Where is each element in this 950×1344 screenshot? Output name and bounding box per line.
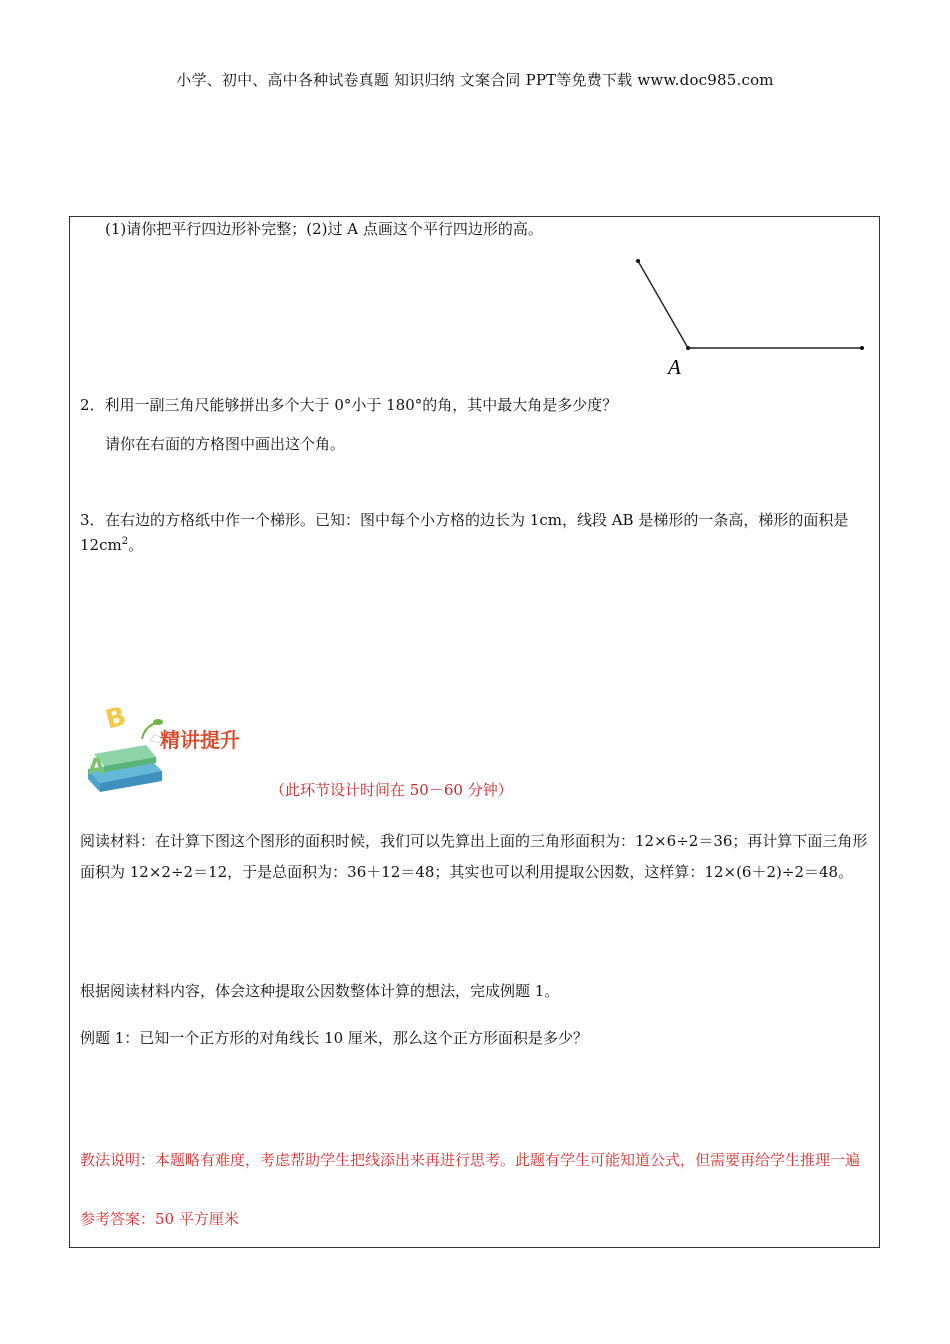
- reference-answer: 参考答案：50 平方厘米: [80, 1210, 239, 1228]
- question-2: [80, 394, 617, 416]
- teaching-note: 教法说明：本题略有难度，考虑帮助学生把线添出来再进行思考。此题有学生可能知道公式，但需要再给学生推理一遍: [80, 1151, 861, 1169]
- angle-figure: [630, 253, 930, 383]
- point-a-label: A: [668, 355, 681, 379]
- question-3: [80, 509, 875, 556]
- endpoint-dot: [860, 346, 864, 350]
- question-2-text: 利用一副三角尺能够拼出多个大于 0°小于 180°的角，其中最大角是多少度？: [104, 396, 618, 414]
- instruction: 根据阅读材料内容，体会这种提取公因数整体计算的想法，完成例题 1。: [80, 982, 560, 1000]
- endpoint-dot: [636, 259, 640, 263]
- example-1: 例题 1：已知一个正方形的对角线长 10 厘米，那么这个正方形面积是多少？: [80, 1029, 588, 1047]
- letter-a-icon: A: [88, 755, 106, 780]
- question-3-text: 在右边的方格纸中作一个梯形。已知：图中每个小方格的边长为 1cm，线段 AB 是梯形的一条高，梯形的面积是 12cm: [80, 511, 849, 554]
- leaf-icon: [153, 719, 163, 725]
- section-title: 精讲提升: [160, 728, 240, 752]
- vertex-dot: [686, 346, 690, 350]
- superscript: 2: [121, 536, 129, 547]
- question-number: 2．: [80, 396, 105, 414]
- page-header: 小学、初中、高中各种试卷真题 知识归纳 文案合同 PPT等免费下载 www.doc985.com: [176, 71, 774, 89]
- question-number: 3．: [80, 511, 105, 529]
- question-3-end: 。: [128, 536, 144, 554]
- section-subtitle: （此环节设计时间在 50－60 分钟）: [270, 781, 513, 799]
- letter-b-icon: B: [102, 701, 130, 736]
- question-1: (1)请你把平行四边形补完整；(2)过 A 点画这个平行四边形的高。: [105, 220, 543, 238]
- reading-material: 阅读材料：在计算下图这个图形的面积时候，我们可以先算出上面的三角形面积为：12×6÷2＝36；再计算下面三角形面积为 12×2÷2＝12，于是总面积为：36＋12＝48；其实也可以利用提取公因数，这样算：12×(6＋2)÷2＝48。: [80, 832, 868, 881]
- section-banner: [80, 699, 270, 794]
- question-2-subtext: 请你在右面的方格图中画出这个角。: [105, 435, 346, 453]
- angle-ray-left: [638, 261, 688, 348]
- worksheet-frame: [69, 216, 880, 1248]
